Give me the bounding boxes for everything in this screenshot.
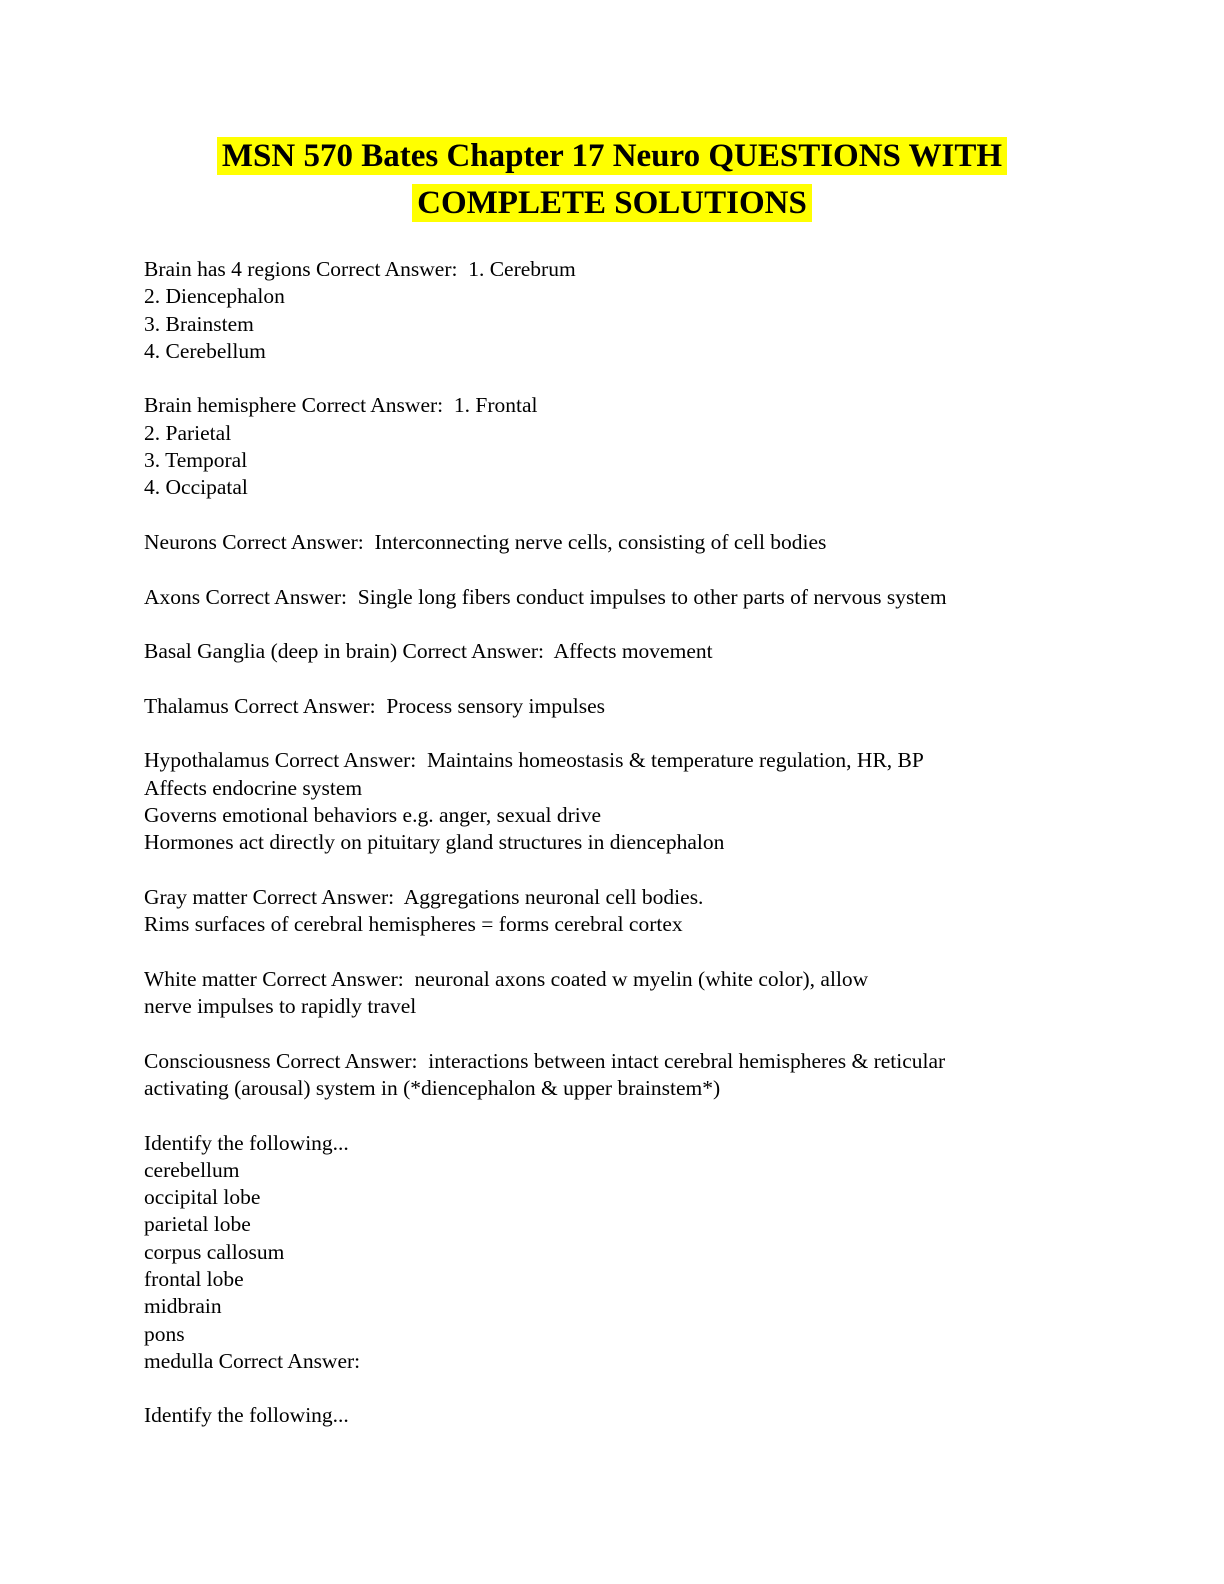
- qa-line: Affects endocrine system: [144, 775, 363, 800]
- qa-line: Consciousness Correct Answer: interactions between intact cerebral hemispheres & reticular: [144, 1048, 946, 1073]
- qa-line: Rims surfaces of cerebral hemispheres = forms cerebral cortex: [144, 912, 683, 937]
- title-line-1: MSN 570 Bates Chapter 17 Neuro QUESTIONS WITH: [217, 137, 1007, 175]
- qa-line: Hypothalamus Correct Answer: Maintains homeostasis & temperature regulation, HR, BP: [144, 748, 924, 773]
- qa-line: midbrain: [144, 1294, 222, 1319]
- document-title: [144, 133, 1080, 227]
- qa-line: 3. Temporal: [144, 448, 248, 473]
- qa-line: pons: [144, 1321, 185, 1346]
- qa-line: corpus callosum: [144, 1239, 285, 1264]
- title-line-2: COMPLETE SOLUTIONS: [412, 184, 812, 222]
- qa-line: Brain hemisphere Correct Answer: 1. Frontal: [144, 393, 538, 418]
- qa-line: 2. Parietal: [144, 420, 232, 445]
- qa-line: Axons Correct Answer: Single long fibers conduct impulses to other parts of nervous system: [144, 584, 947, 609]
- qa-line: frontal lobe: [144, 1266, 244, 1291]
- document-body: [144, 256, 1080, 1430]
- qa-line: 4. Occipatal: [144, 475, 248, 500]
- qa-line: parietal lobe: [144, 1212, 251, 1237]
- qa-line: medulla Correct Answer:: [144, 1348, 361, 1373]
- qa-line: Hormones act directly on pituitary gland structures in diencephalon: [144, 830, 725, 855]
- qa-line: Thalamus Correct Answer: Process sensory impulses: [144, 693, 605, 718]
- qa-line: Governs emotional behaviors e.g. anger, sexual drive: [144, 802, 602, 827]
- qa-line: occipital lobe: [144, 1185, 261, 1210]
- qa-line: 3. Brainstem: [144, 311, 254, 336]
- qa-line: Identify the following...: [144, 1403, 349, 1428]
- qa-line: cerebellum: [144, 1157, 240, 1182]
- qa-line: White matter Correct Answer: neuronal axons coated w myelin (white color), allow: [144, 966, 869, 991]
- qa-line: Basal Ganglia (deep in brain) Correct Answer: Affects movement: [144, 639, 713, 664]
- qa-line: Gray matter Correct Answer: Aggregations neuronal cell bodies.: [144, 884, 704, 909]
- qa-line: Identify the following...: [144, 1130, 349, 1155]
- qa-line: nerve impulses to rapidly travel: [144, 994, 417, 1019]
- qa-line: 2. Diencephalon: [144, 284, 285, 309]
- qa-line: 4. Cerebellum: [144, 338, 266, 363]
- qa-line: Neurons Correct Answer: Interconnecting nerve cells, consisting of cell bodies: [144, 529, 827, 554]
- qa-line: activating (arousal) system in (*diencephalon & upper brainstem*): [144, 1075, 721, 1100]
- qa-line: Brain has 4 regions Correct Answer: 1. Cerebrum: [144, 257, 576, 281]
